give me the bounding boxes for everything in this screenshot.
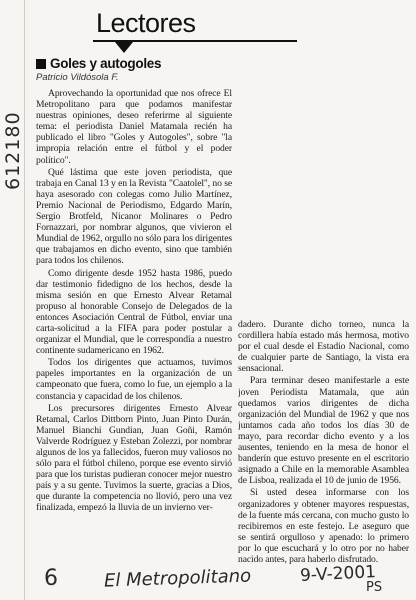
- handwritten-source: El Metropolitano: [103, 565, 252, 592]
- paragraph: Si usted desea informarse con los organizadores y obtener mayores respuestas, de la fuente más cercana, con mucho gusto lo recibiremos en este festejo. Le aseguro que se sentirá orgulloso y apenado: lo primero por lo que escuchará y lo otro por no haber nacido antes, para haberlo disfrutado.: [238, 487, 409, 564]
- handwritten-catalog-number: 612180: [2, 111, 24, 190]
- paragraph: Como dirigente desde 1952 hasta 1986, puedo dar testimonio fidedigno de los hechos, desde la misma sesión en que Ernesto Alvear Retamal propuso al honorable Consejo de Delegados de la entonces Asociación Central de Fútbol, enviar una carta-solicitud a la FIFA para poder postular a organizar el Mundial, que le correspondía a nuestro continente sudamericano en 1962.: [36, 267, 232, 357]
- handwritten-initials: PS: [366, 580, 383, 595]
- paragraph: Para terminar deseo manifestarle a este joven Periodista Matamala, que aún quedamos varios dirigentes de dicha organización del Mundial de 1962 y que nos juntamos cada año todos los días 30 de mayo, para recordar dicho evento y a los ausentes, teniendo en la mesa de honor el banderín que estuvo presente en el escritorio asignado a Chile en la memorable Asamblea de Lisboa, realizada el 10 de junio de 1956.: [238, 375, 409, 487]
- section-title: Lectores: [96, 8, 196, 38]
- article-right-column: [238, 319, 409, 564]
- handwritten-date: 9-V-2001: [299, 562, 377, 586]
- paragraph: Qué lástima que este joven periodista, que trabaja en Canal 13 y en la Revista "Caatolel", no se haya asesorado con colegas como Julio Martínez, Premio Nacional de Periodismo, Edgardo Marín, Sergio Brotfeld, Nicanor Molinares o Pedro Fornazzari, por nombrar algunos, que vivieron el Mundial de 1962, orgullo no sólo para los dirigentes que trabajamos en dicho evento, sino que también para todos los chilenos.: [36, 166, 232, 267]
- article-byline: Patricio Vildósola F.: [36, 72, 119, 83]
- article-headline: [36, 56, 256, 72]
- handwritten-page-number: 6: [44, 566, 58, 591]
- paragraph: Los precursores dirigentes Ernesto Alvear Retamal, Carlos Dittborn Pinto, Juan Pinto Durán, Manuel Bianchi Gundian, Juan Goñi, Ramón Valverde Rodríguez y Esteban Zolezzi, por nombrar algunos de los ya fallecidos, fueron muy valiosos no sólo para el fútbol chileno, porque ese evento sirvió para que los turistas pudieran conocer mejor nuestro país y a su gente. Tuvimos la suerte, gracias a Dios, que durante la competencia no llovió, pero una vez finalizada, empezó la lluvia de un invierno ver-: [36, 402, 232, 514]
- article-left-column: [36, 88, 232, 564]
- paragraph-continuation: dadero. Durante dicho torneo, nunca la cordillera había estado más hermosa, motivo por el cual desde el Estadio Nacional, como de cualquier parte de Santiago, la vista era sensacional.: [238, 319, 409, 375]
- clipping-edge: [24, 0, 25, 600]
- paragraph: Todos los dirigentes que actuamos, tuvimos papeles importantes en la organización de un campeonato que fuera, como lo fue, un ejemplo a la constancia y capacidad de los chilenos.: [36, 357, 232, 402]
- headline-text: Goles y autogoles: [50, 56, 162, 71]
- square-bullet-icon: [36, 59, 46, 69]
- section-arrow-icon: [115, 42, 133, 53]
- paragraph: Aprovechando la oportunidad que nos ofrece El Metropolitano para que podamos manifestar nuestras opiniones, deseo referirme al siguiente tema: el periodista Daniel Matamala recién ha publicado el libro "Goles y Autogoles", sobre "la impropia relación entre el fútbol y el poder político".: [36, 88, 232, 166]
